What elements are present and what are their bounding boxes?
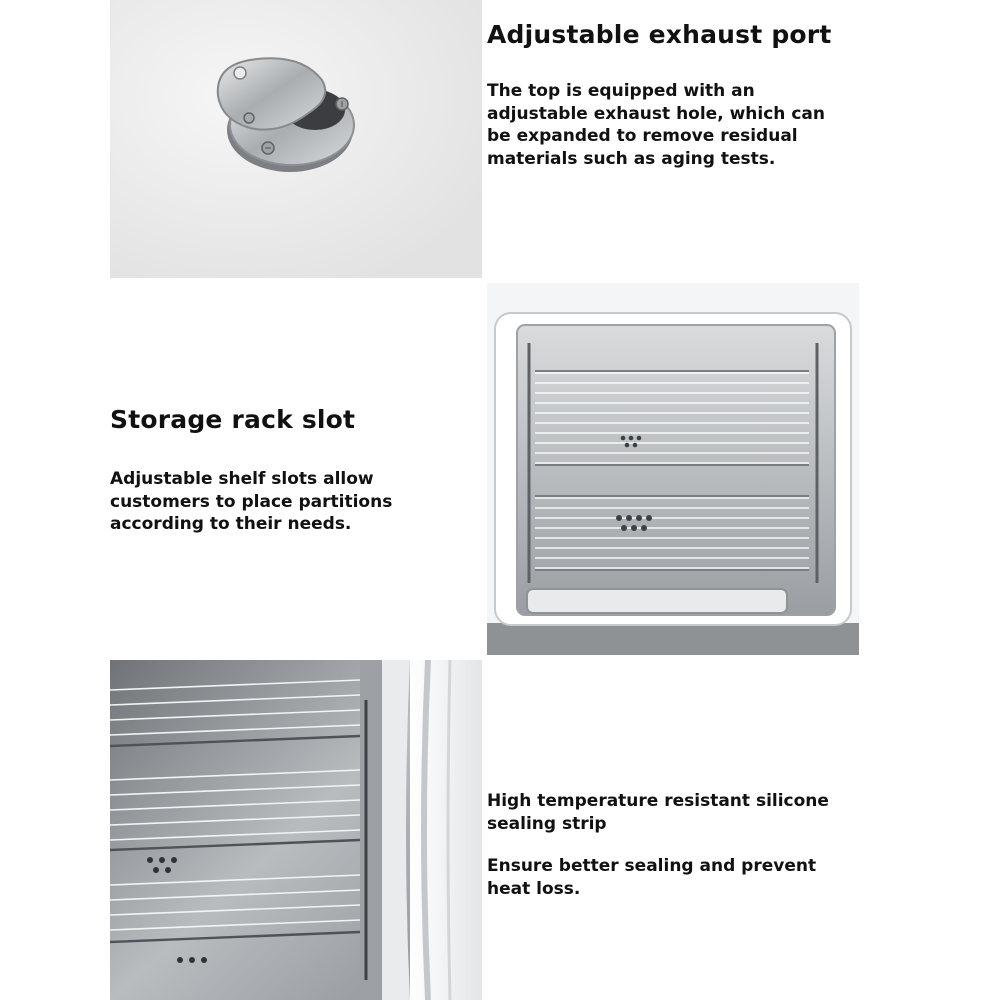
oven-chamber-shelves-photo (487, 283, 859, 655)
exhaust-port-description: The top is equipped with an adjustable exhaust hole, which can be expanded to remove residual materials such as aging tests. (487, 81, 825, 169)
silicone-seal-description: Ensure better sealing and prevent heat loss. (487, 856, 817, 899)
exhaust-port-heading: Adjustable exhaust port (487, 20, 832, 49)
silicone-seal-heading: High temperature resistant silicone sealing strip (487, 791, 829, 834)
storage-rack-section (110, 405, 430, 536)
storage-rack-description: Adjustable shelf slots allow customers to place partitions according to their needs. (110, 469, 393, 534)
exhaust-port-section (487, 20, 847, 170)
silicone-seal-section (487, 790, 837, 900)
storage-rack-heading: Storage rack slot (110, 405, 356, 434)
chamber-shelves-closeup-photo (110, 660, 482, 1000)
exhaust-port-photo (110, 0, 482, 278)
